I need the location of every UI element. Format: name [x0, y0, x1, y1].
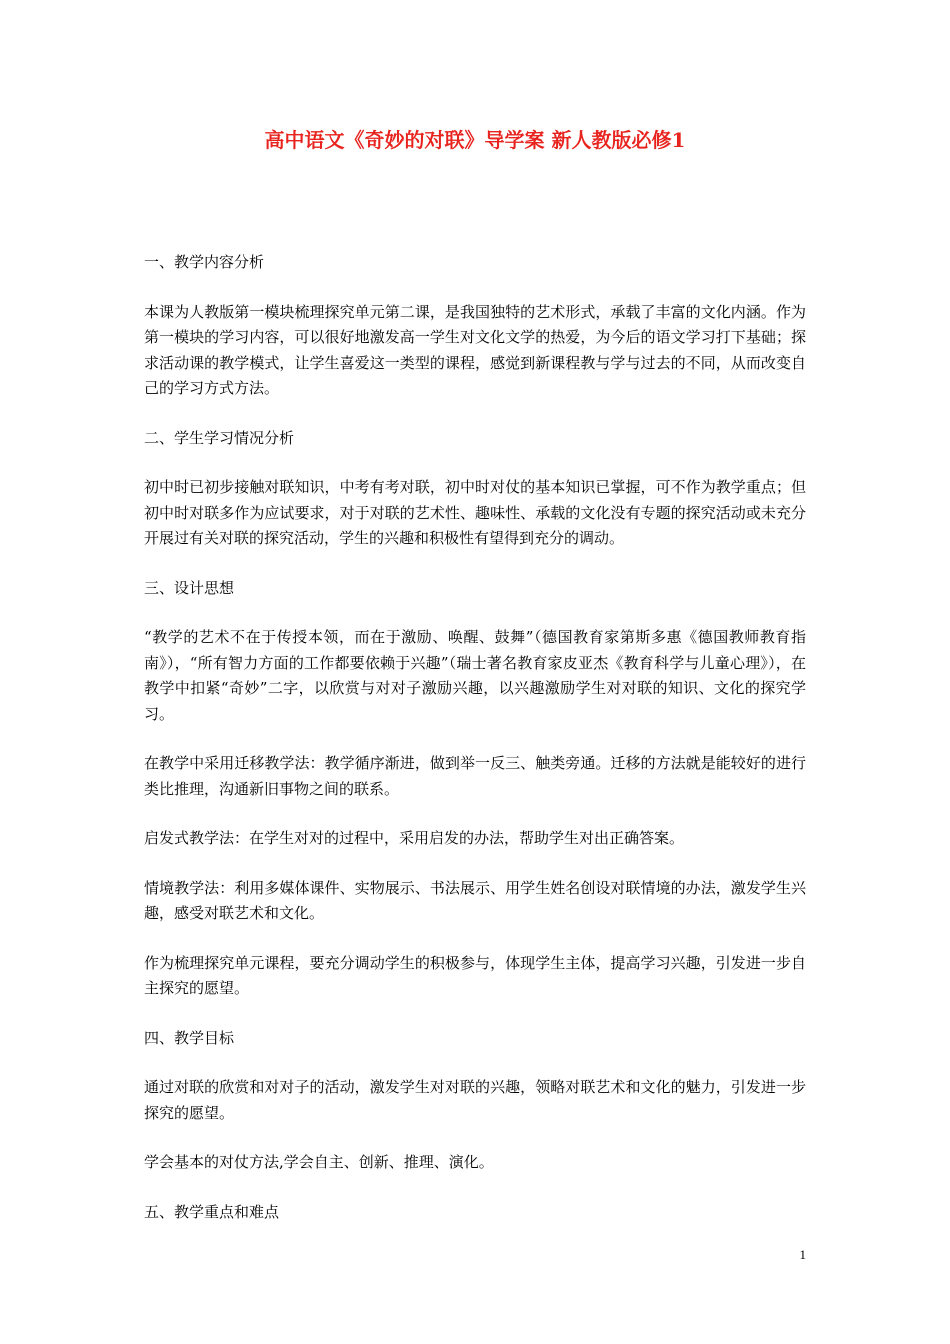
section-heading-content-analysis: 一、教学内容分析: [144, 253, 265, 271]
paragraph-goal-appreciation: 通过对联的欣赏和对对子的活动，激发学生对对联的兴趣，领略对联艺术和文化的魅力，引发进一步探究的愿望。: [144, 1078, 806, 1122]
section-heading-teaching-goals: 四、教学目标: [144, 1028, 235, 1047]
paragraph-heuristic-method: 启发式教学法：在学生对对的过程中，采用启发的办法，帮助学生对出正确答案。: [144, 829, 685, 847]
page-number: 1: [799, 1247, 806, 1262]
document-title: 高中语文《奇妙的对联》导学案 新人教版必修1: [264, 128, 686, 152]
paragraph-design-quote: “教学的艺术不在于传授本领，而在于激励、唤醒、鼓舞”（德国教育家第斯多惠《德国教师教育指南》），“所有智力方面的工作都要依赖于兴趣”（瑞士著名教育家皮亚杰《教育科学与儿童心理》），在教学中扣紧“奇妙”二字，以欣赏与对对子激励兴趣，以兴趣激励学生对对联的知识、文化的探究学习。: [144, 628, 806, 723]
paragraph-content-analysis: 本课为人教版第一模块梳理探究单元第二课，是我国独特的艺术形式，承载了丰富的文化内涵。作为第一模块的学习内容，可以很好地激发高一学生对文化文学的热爱，为今后的语文学习打下基础；探求活动课的教学模式，让学生喜爱这一类型的课程，感觉到新课程教与学与过去的不同，从而改变自己的学习方式方法。: [144, 302, 806, 397]
section-heading-key-points: 五、教学重点和难点: [144, 1202, 280, 1221]
paragraph-goal-methods: 学会基本的对仗方法,学会自主、创新、推理、演化。: [144, 1153, 494, 1171]
paragraph-unit-course: 作为梳理探究单元课程，要充分调动学生的积极参与，体现学生主体，提高学习兴趣，引发进一步自主探究的愿望。: [144, 953, 806, 997]
document-body: [144, 250, 806, 1249]
section-heading-student-analysis: 二、学生学习情况分析: [144, 428, 295, 447]
paragraph-situational-method: 情境教学法：利用多媒体课件、实物展示、书法展示、用学生姓名创设对联情境的办法，激发学生兴趣，感受对联艺术和文化。: [144, 878, 806, 922]
section-heading-design-thoughts: 三、设计思想: [144, 578, 235, 597]
paragraph-transfer-method: 在教学中采用迁移教学法：教学循序渐进，做到举一反三、触类旁通。迁移的方法就是能较好的进行类比推理，沟通新旧事物之间的联系。: [144, 754, 806, 798]
paragraph-student-analysis: 初中时已初步接触对联知识，中考有考对联，初中时对仗的基本知识已掌握，可不作为教学重点；但初中时对联多作为应试要求，对于对联的艺术性、趣味性、承载的文化没有专题的探究活动或未充分开展过有关对联的探究活动，学生的兴趣和积极性有望得到充分的调动。: [144, 478, 806, 547]
